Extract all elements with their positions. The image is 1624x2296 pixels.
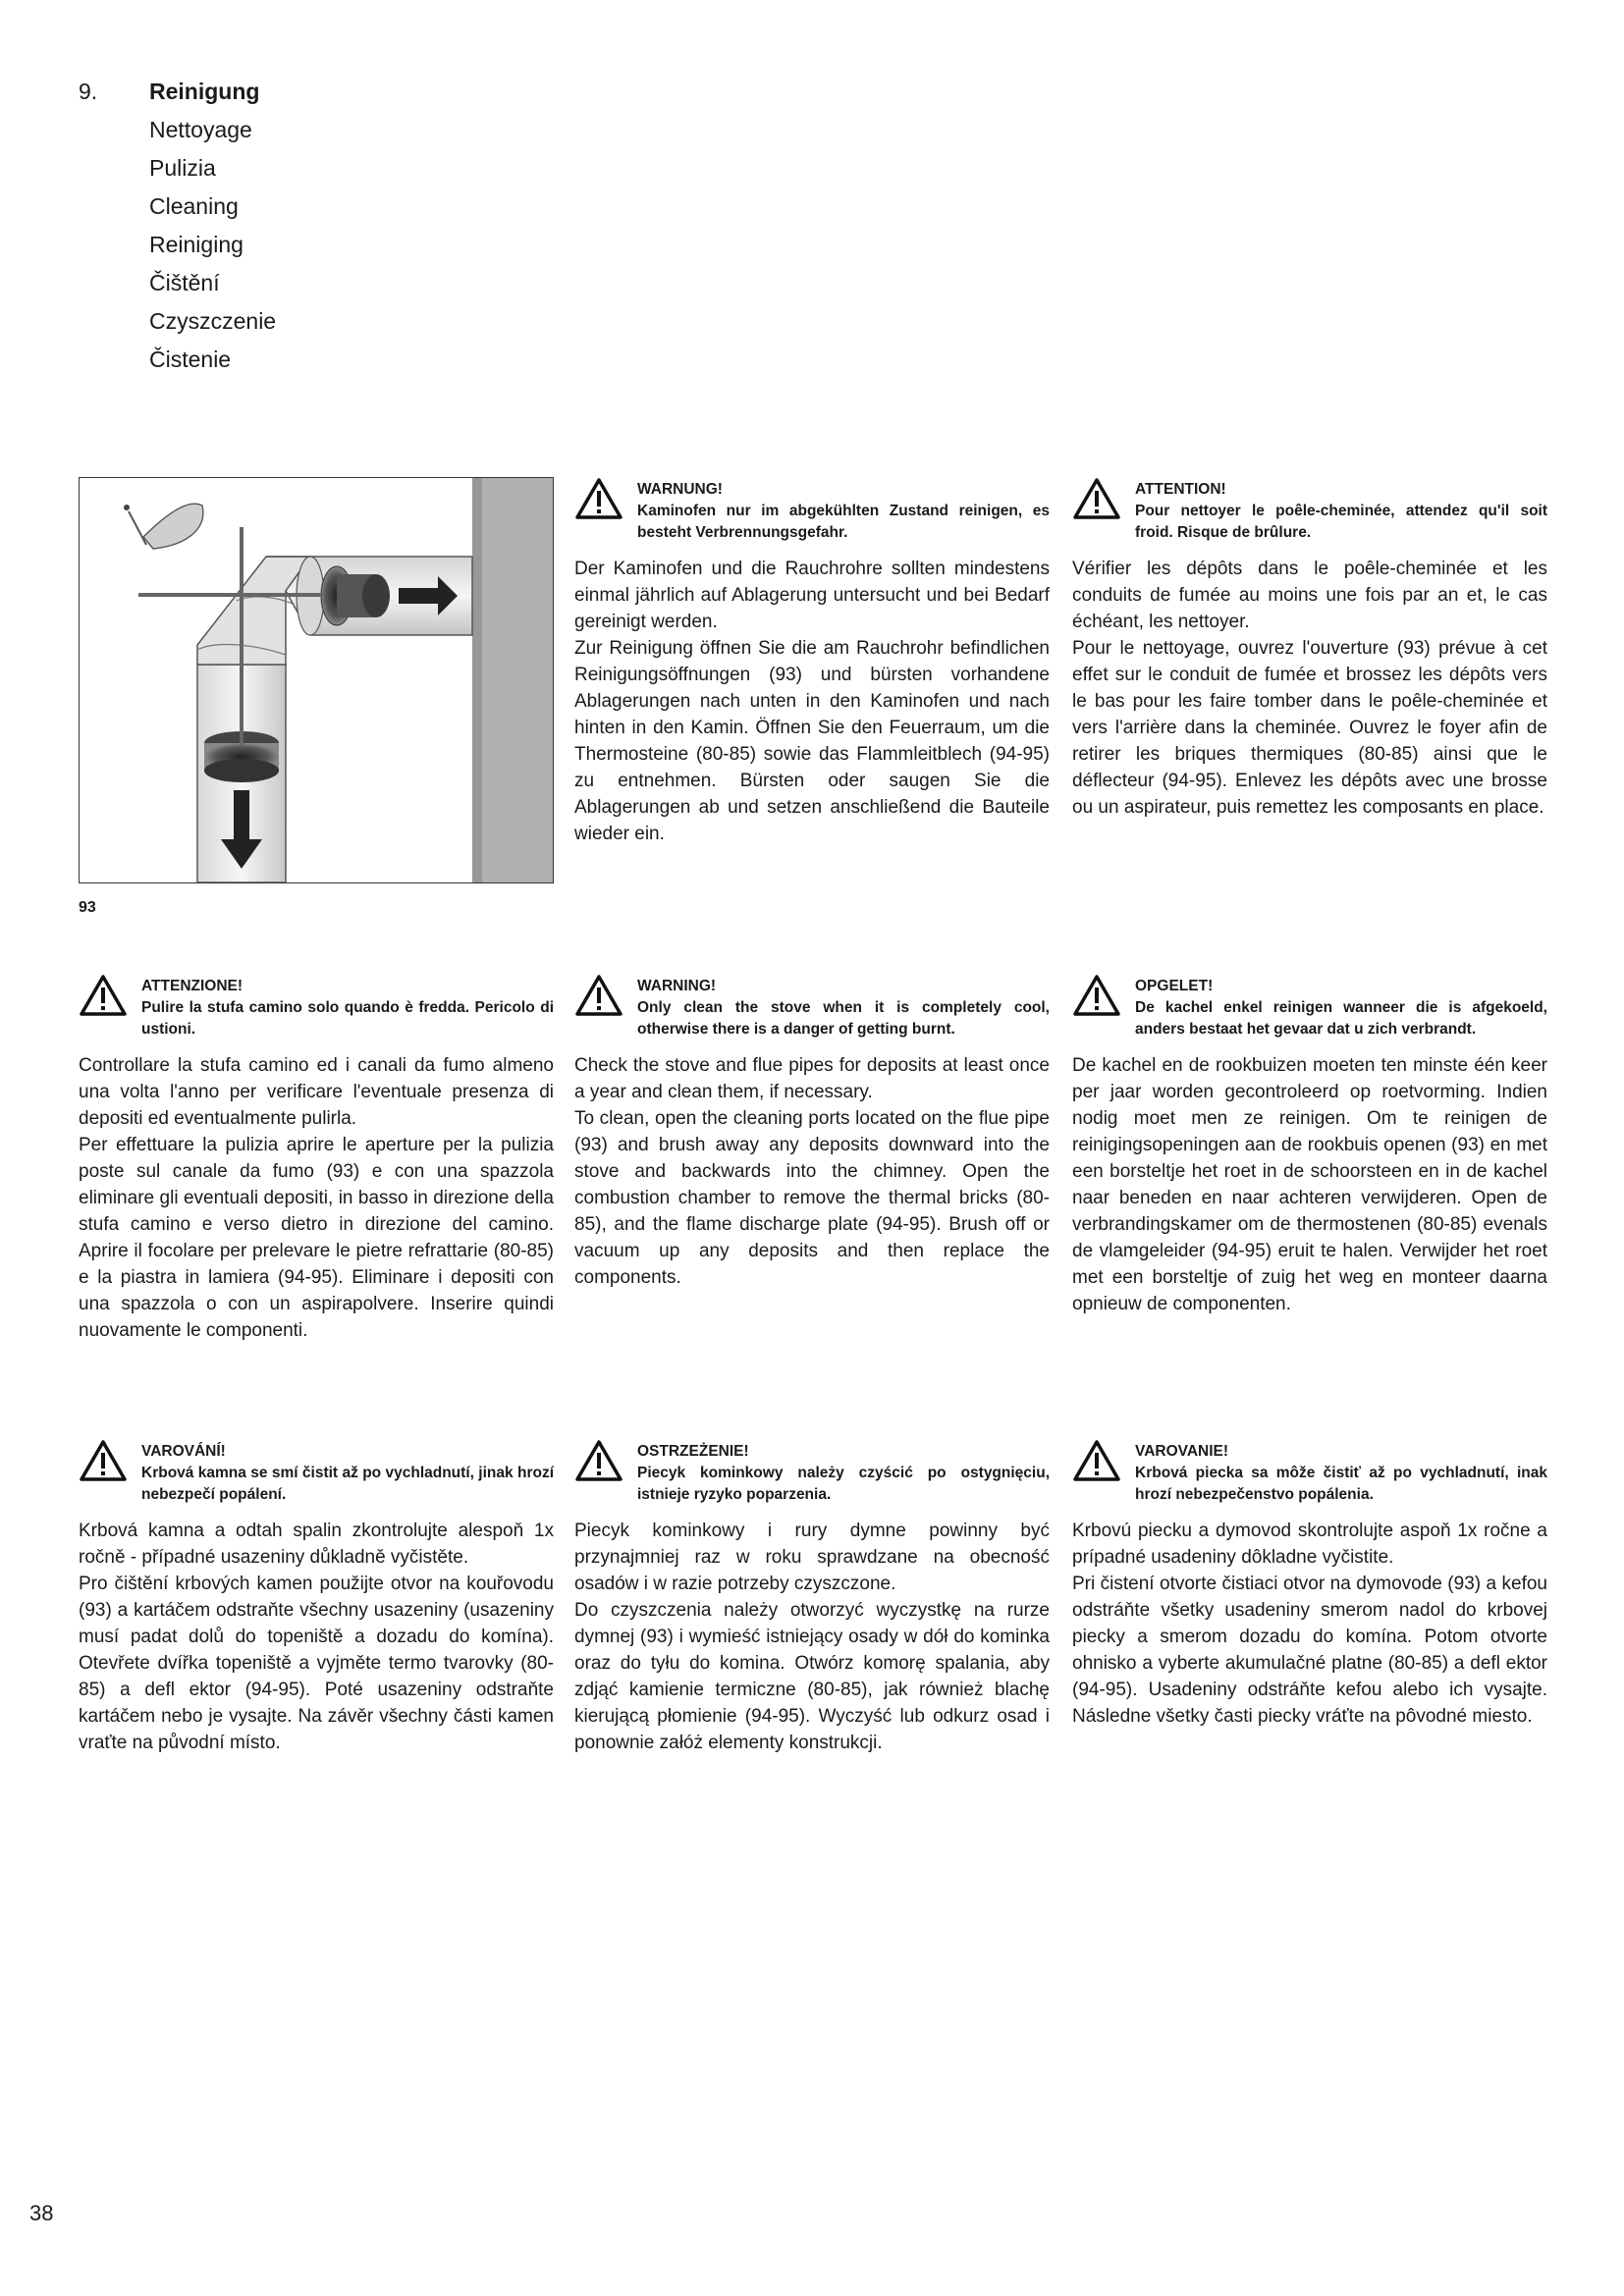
warning-icon bbox=[574, 1439, 623, 1482]
cleaning-section-en bbox=[574, 974, 1050, 1291]
section-title: Czyszczenie bbox=[149, 308, 277, 334]
body-paragraph: Krbová kamna a odtah spalin zkontrolujte alespoň 1x ročně - případné usazeniny důkladně vyčistěte. bbox=[79, 1521, 554, 1568]
warning-box bbox=[1072, 974, 1547, 1039]
warning-icon bbox=[1072, 1439, 1121, 1482]
warning-icon bbox=[79, 1439, 128, 1482]
cleaning-section-sk bbox=[1072, 1439, 1547, 1730]
warning-icon bbox=[1072, 974, 1121, 1017]
warning-title: ATTENTION! bbox=[1135, 481, 1226, 498]
body-paragraph: Per effettuare la pulizia aprire le aperture per la pulizia poste sul canale da fumo (93) e con una spazzola eliminare gli eventuali depositi, in basso in direzione della stufa camino e verso dietro in direzione del camino. Aprire il focolare per prelevare le pietre refrattarie (80-85) e la piastra in lamiera (94-95). Eliminare i depositi con una spazzola o con un aspirapolvere. Inserire quindi nuovamente le componenti. bbox=[79, 1135, 554, 1341]
section-title: Nettoyage bbox=[149, 117, 252, 142]
section-title: Čištění bbox=[149, 270, 220, 295]
warning-box bbox=[574, 477, 1050, 542]
body-paragraph: Pour le nettoyage, ouvrez l'ouverture (93) prévue à cet effet sur le conduit de fumée et brossez les dépôts vers le bas pour les faire tomber dans le poêle-cheminée et vers l'arrière dans la cheminée. Ouvrez le foyer afin de retirer les briques thermiques (80-85) ainsi que le déflecteur (94-95). Enlevez les dépôts avec une brosse ou un aspirateur, puis remettez les composants en place. bbox=[1072, 638, 1547, 818]
cleaning-section-pl bbox=[574, 1439, 1050, 1756]
warning-icon bbox=[574, 477, 623, 520]
body-paragraph: Pri čistení otvorte čistiaci otvor na dymovode (93) a kefou odstráňte všetky usadeniny smerom nadol do krbovej piecky a smerom dozadu do komína. Potom otvorte ohnisko a vyberte akumulačné platne (80-85) a defl ektor (94-95). Usadeniny odstráňte kefou alebo ich vysajte. Následne všetky časti piecky vráťte na pôvodné miesto. bbox=[1072, 1574, 1547, 1727]
warning-text: Pour nettoyer le poêle-cheminée, attendez qu'il soit froid. Risque de brûlure. bbox=[1135, 503, 1547, 541]
warning-box bbox=[79, 1439, 554, 1504]
section-title: Cleaning bbox=[149, 193, 239, 219]
warning-text: Piecyk kominkowy należy czyścić po ostygnięciu, istnieje ryzyko poparzenia. bbox=[637, 1465, 1050, 1503]
warning-text: Only clean the stove when it is completely cool, otherwise there is a danger of getting burnt. bbox=[637, 999, 1050, 1038]
cleaning-illustration bbox=[79, 477, 554, 883]
warning-text: Krbová kamna se smí čistit až po vychladnutí, jinak hrozí nebezpečí popálení. bbox=[141, 1465, 554, 1503]
cleaning-section-nl bbox=[1072, 974, 1547, 1317]
flue-pipe-drawing bbox=[80, 478, 553, 882]
body-paragraph: Controllare la stufa camino ed i canali da fumo almeno una volta l'anno per verificare l'eventuale presenza di depositi ed eventualmente pulirla. bbox=[79, 1055, 554, 1129]
section-title: Reinigung bbox=[149, 79, 260, 104]
figure-label: 93 bbox=[79, 899, 96, 916]
warning-box bbox=[79, 974, 554, 1039]
body-paragraph: Vérifier les dépôts dans le poêle-cheminée et les conduits de fumée au moins une fois par an et, le cas échéant, les nettoyer. bbox=[1072, 559, 1547, 632]
warning-title: ATTENZIONE! bbox=[141, 978, 244, 994]
body-paragraph: Zur Reinigung öffnen Sie die am Rauchrohr befindlichen Reinigungsöffnungen (93) und bürsten vorhandene Ablagerungen nach unten in den Kaminofen und nach hinten in den Kamin. Öffnen Sie den Feuerraum, um die Thermosteine (80-85) sowie das Flammleitblech (94-95) zu entnehmen. Bürsten oder saugen Sie die Ablagerungen ab und setzen anschließend die Bauteile wieder ein. bbox=[574, 638, 1050, 844]
warning-text: Krbová piecka sa môže čistiť až po vychladnutí, inak hrozí nebezpečenstvo popálenia. bbox=[1135, 1465, 1547, 1503]
section-title: Pulizia bbox=[149, 155, 216, 181]
cleaning-section-fr bbox=[1072, 477, 1547, 821]
body-paragraph: Krbovú piecku a dymovod skontrolujte aspoň 1x ročne a prípadné usadeniny dôkladne vyčistite. bbox=[1072, 1521, 1547, 1568]
section-heading bbox=[79, 73, 276, 379]
section-title: Reiniging bbox=[149, 232, 244, 257]
body-paragraph: De kachel en de rookbuizen moeten ten minste één keer per jaar worden gecontroleerd op roetvorming. Indien nodig moet men ze reinigen. Om te reinigen de reinigingsopeningen aan de rookbuis openen (93) en met een borsteltje het roet in de schoorsteen en in de kachel naar beneden en naar achteren verwijderen. Open de verbrandingskamer om de thermostenen (80-85) evenals de vlamgeleider (94-95) eruit te halen. Verwijder het roet met een borsteltje of zuig het weg en monteer daarna opnieuw de componenten. bbox=[1072, 1055, 1547, 1314]
warning-title: VAROVÁNÍ! bbox=[141, 1443, 226, 1460]
body-paragraph: Der Kaminofen und die Rauchrohre sollten mindestens einmal jährlich auf Ablagerung untersucht und bei Bedarf gereinigt werden. bbox=[574, 559, 1050, 632]
cleaning-section-it bbox=[79, 974, 554, 1344]
warning-text: Kaminofen nur im abgekühlten Zustand reinigen, es besteht Verbrennungsgefahr. bbox=[637, 503, 1050, 541]
warning-title: WARNING! bbox=[637, 978, 717, 994]
cleaning-section-de bbox=[574, 477, 1050, 847]
warning-box bbox=[1072, 1439, 1547, 1504]
warning-title: OPGELET! bbox=[1135, 978, 1214, 994]
warning-text: De kachel enkel reinigen wanneer die is afgekoeld, anders bestaat het gevaar dat u zich verbrandt. bbox=[1135, 999, 1547, 1038]
page-number: 38 bbox=[29, 2201, 54, 2225]
warning-box bbox=[1072, 477, 1547, 542]
warning-title: OSTRZEŻENIE! bbox=[637, 1443, 749, 1460]
section-title: Čistenie bbox=[149, 347, 232, 372]
warning-icon bbox=[1072, 477, 1121, 520]
body-paragraph: Piecyk kominkowy i rury dymne powinny być przynajmniej raz w roku sprawdzane na obecność osadów i w razie potrzeby czyszczone. bbox=[574, 1521, 1050, 1594]
section-number: 9. bbox=[79, 79, 98, 104]
body-paragraph: Do czyszczenia należy otworzyć wyczystkę na rurze dymnej (93) i wymieść istniejący osady w dół do kominka oraz do tyłu do komina. Otwórz komorę spalania, aby zdjąć kamienie termiczne (80-85), jak również blachę kierującą płomienie (94-95). Wyczyść lub odkurz osad i ponownie załóż elementy konstrukcji. bbox=[574, 1600, 1050, 1753]
warning-icon bbox=[79, 974, 128, 1017]
warning-title: VAROVANIE! bbox=[1135, 1443, 1229, 1460]
body-paragraph: Pro čištění krbových kamen použijte otvor na kouřovodu (93) a kartáčem odstraňte všechny usazeniny (usazeniny musí padat dolů do topeniště a dozadu do komína). Otevřete dvířka topeniště a vyjměte termo tvarovky (80-85) a defl ektor (94-95). Poté usazeniny odstraňte kartáčem nebo je vysajte. Na závěr všechny části kamen vraťte na původní místo. bbox=[79, 1574, 554, 1753]
warning-icon bbox=[574, 974, 623, 1017]
section-title-list bbox=[149, 73, 276, 379]
warning-box bbox=[574, 1439, 1050, 1504]
body-paragraph: Check the stove and flue pipes for deposits at least once a year and clean them, if necessary. bbox=[574, 1055, 1050, 1102]
warning-title: WARNUNG! bbox=[637, 481, 723, 498]
warning-box bbox=[574, 974, 1050, 1039]
body-paragraph: To clean, open the cleaning ports located on the flue pipe (93) and brush away any deposits downward into the stove and backwards into the chimney. Open the combustion chamber to remove the thermal bricks (80-85), and the flame discharge plate (94-95). Brush off or vacuum up any deposits and then replace the components. bbox=[574, 1108, 1050, 1288]
cleaning-section-cz bbox=[79, 1439, 554, 1756]
warning-text: Pulire la stufa camino solo quando è fredda. Pericolo di ustioni. bbox=[141, 999, 554, 1038]
